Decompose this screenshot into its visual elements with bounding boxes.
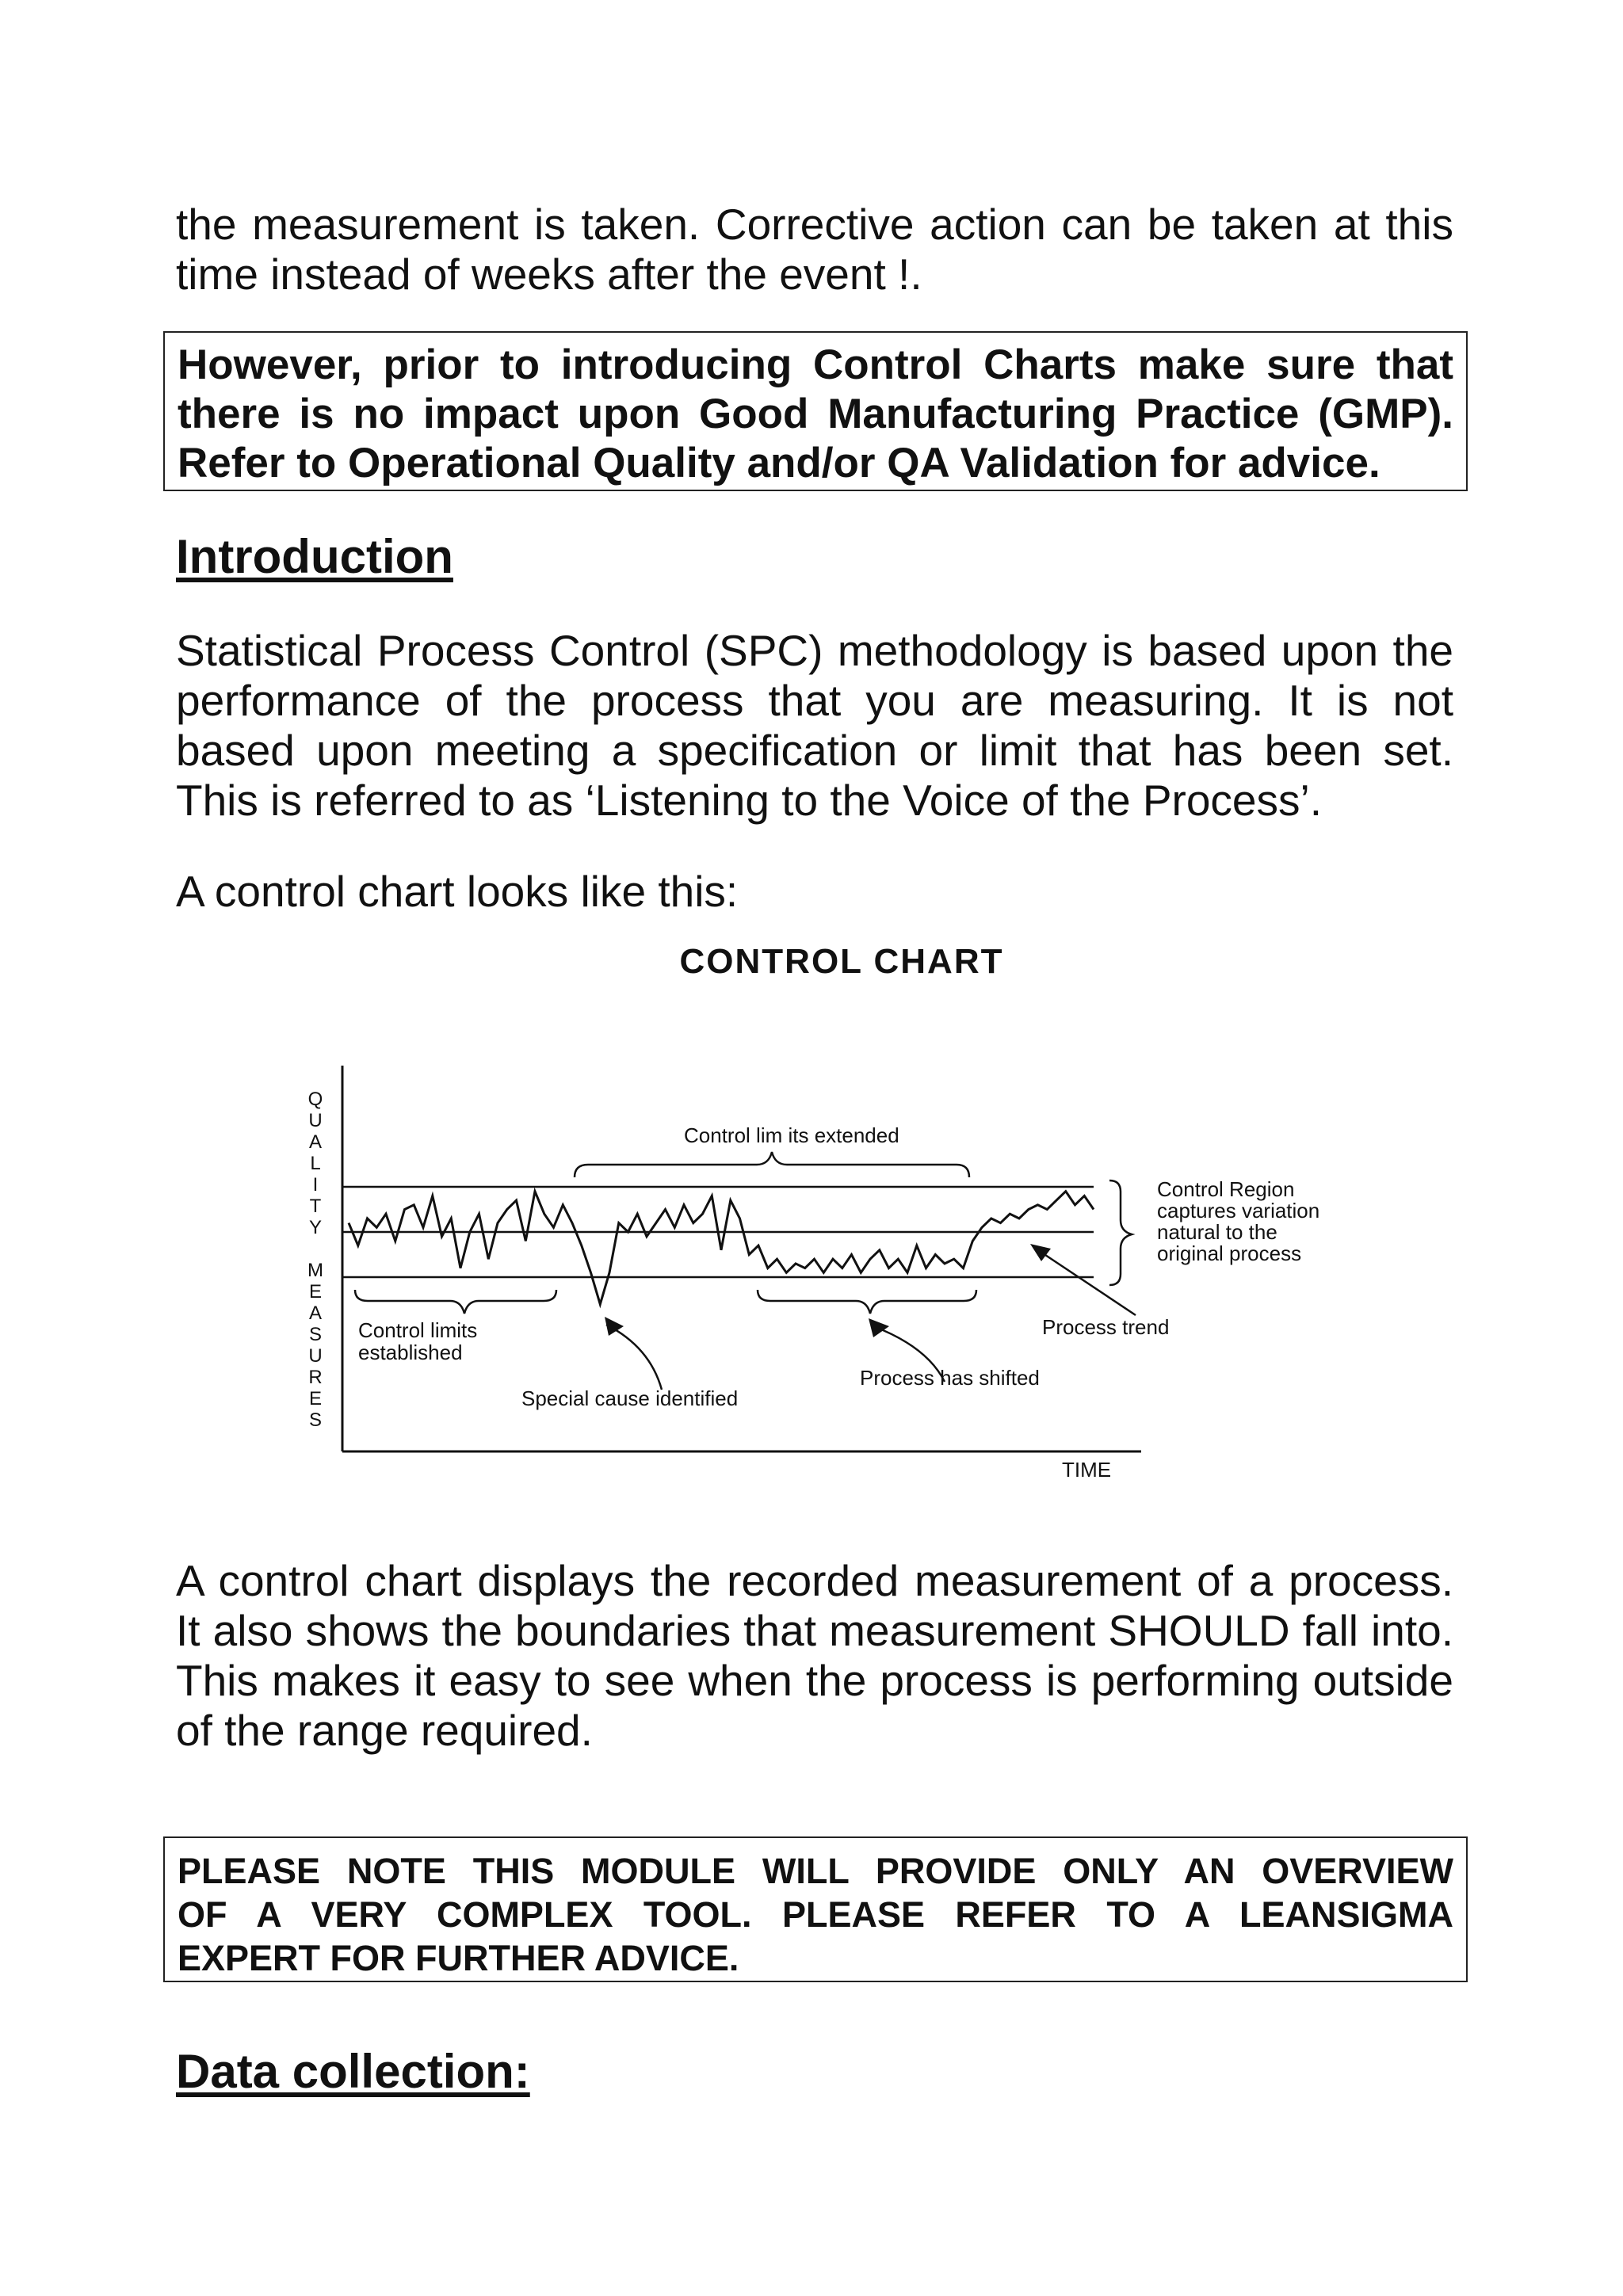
process-shifted-brace <box>758 1290 976 1314</box>
text-line: Statistical Process Control (SPC) methodology is based upon the <box>176 626 1453 675</box>
control-region-line: natural to the <box>1157 1220 1277 1244</box>
text-line: It also shows the boundaries that measurement SHOULD fall into. <box>176 1606 1453 1655</box>
process-shifted-arrowhead <box>869 1318 889 1337</box>
spc-paragraph <box>176 626 1453 826</box>
text-line: A control chart displays the recorded measurement of a process. <box>176 1556 1453 1605</box>
y-axis-label-letter: U <box>308 1345 323 1367</box>
control-limits-established-brace <box>355 1290 556 1314</box>
text-line: This makes it easy to see when the process is performing outside <box>176 1656 1453 1705</box>
y-axis-label-letter: A <box>308 1131 323 1153</box>
y-axis-label-letter: I <box>312 1174 319 1196</box>
y-axis-label-letter: E <box>308 1388 323 1409</box>
after-chart-paragraph <box>176 1556 1453 1756</box>
process-measurement-series <box>349 1192 1094 1305</box>
control-chart <box>301 935 1426 1505</box>
special-cause-label: Special cause identified <box>521 1386 739 1410</box>
y-axis-label <box>307 1089 323 1431</box>
data-collection-heading: Data collection: <box>176 2045 530 2098</box>
chart-intro-text <box>176 867 1453 917</box>
gmp-warning-line: However, prior to introducing Control Charts make sure that <box>178 341 1453 388</box>
y-axis-label-letter: L <box>310 1153 321 1174</box>
process-trend-arrowhead <box>1030 1244 1051 1261</box>
control-region-brace <box>1109 1180 1132 1285</box>
text-line: time instead of weeks after the event !. <box>176 250 922 299</box>
x-axis-label: TIME <box>1062 1458 1112 1482</box>
y-axis-label-letter: R <box>308 1367 323 1388</box>
gmp-warning-line: Refer to Operational Quality and/or QA Validation for advice. <box>178 440 1381 486</box>
control-limits-established-line: Control limits <box>358 1318 478 1342</box>
y-axis-label-letter: U <box>308 1110 323 1131</box>
text-line: based upon meeting a specification or limit that has been set. <box>176 726 1453 775</box>
y-axis-label-letter: S <box>308 1324 323 1345</box>
chart-title: CONTROL CHART <box>679 942 1004 981</box>
overview-note-line: EXPERT FOR FURTHER ADVICE. <box>178 1938 739 1978</box>
y-axis-label-letter: Q <box>307 1089 323 1110</box>
process-trend-label: Process trend <box>1042 1315 1170 1339</box>
text-line: This is referred to as ‘Listening to the Voice of the Process’. <box>176 776 1323 825</box>
gmp-warning-box <box>163 331 1468 491</box>
y-axis-label-letter: M <box>307 1260 323 1281</box>
overview-note-box <box>163 1836 1468 1982</box>
introduction-heading: Introduction <box>176 530 453 583</box>
control-limits-established-line: established <box>358 1341 463 1364</box>
text-line: of the range required. <box>176 1706 593 1755</box>
process-shifted-label: Process has shifted <box>860 1366 1040 1390</box>
overview-note-line: OF A VERY COMPLEX TOOL. PLEASE REFER TO A LEANSIGMA <box>178 1894 1453 1935</box>
control-limits-extended-label: Control lim its extended <box>684 1123 899 1147</box>
text-line: the measurement is taken. Corrective action can be taken at this <box>176 200 1453 249</box>
control-region-line: captures variation <box>1157 1199 1320 1222</box>
y-axis-label-letter: A <box>308 1302 323 1324</box>
special-cause-arrow <box>606 1325 662 1390</box>
text-line: performance of the process that you are measuring. It is not <box>176 676 1453 725</box>
text-line: A control chart looks like this: <box>176 867 739 916</box>
gmp-warning-line: there is no impact upon Good Manufacturing Practice (GMP). <box>178 391 1453 437</box>
control-region-label <box>1157 1177 1319 1265</box>
y-axis-label-letter: T <box>309 1196 322 1217</box>
y-axis-label-letter: E <box>308 1281 323 1302</box>
intro-paragraph <box>176 200 1453 299</box>
overview-note-line: PLEASE NOTE THIS MODULE WILL PROVIDE ONLY AN OVERVIEW <box>178 1851 1453 1891</box>
control-region-line: original process <box>1157 1241 1302 1265</box>
y-axis-label-letter: S <box>308 1409 323 1431</box>
control-region-line: Control Region <box>1157 1177 1295 1201</box>
y-axis-label-letter: Y <box>308 1217 323 1238</box>
control-limits-extended-brace <box>575 1152 969 1177</box>
